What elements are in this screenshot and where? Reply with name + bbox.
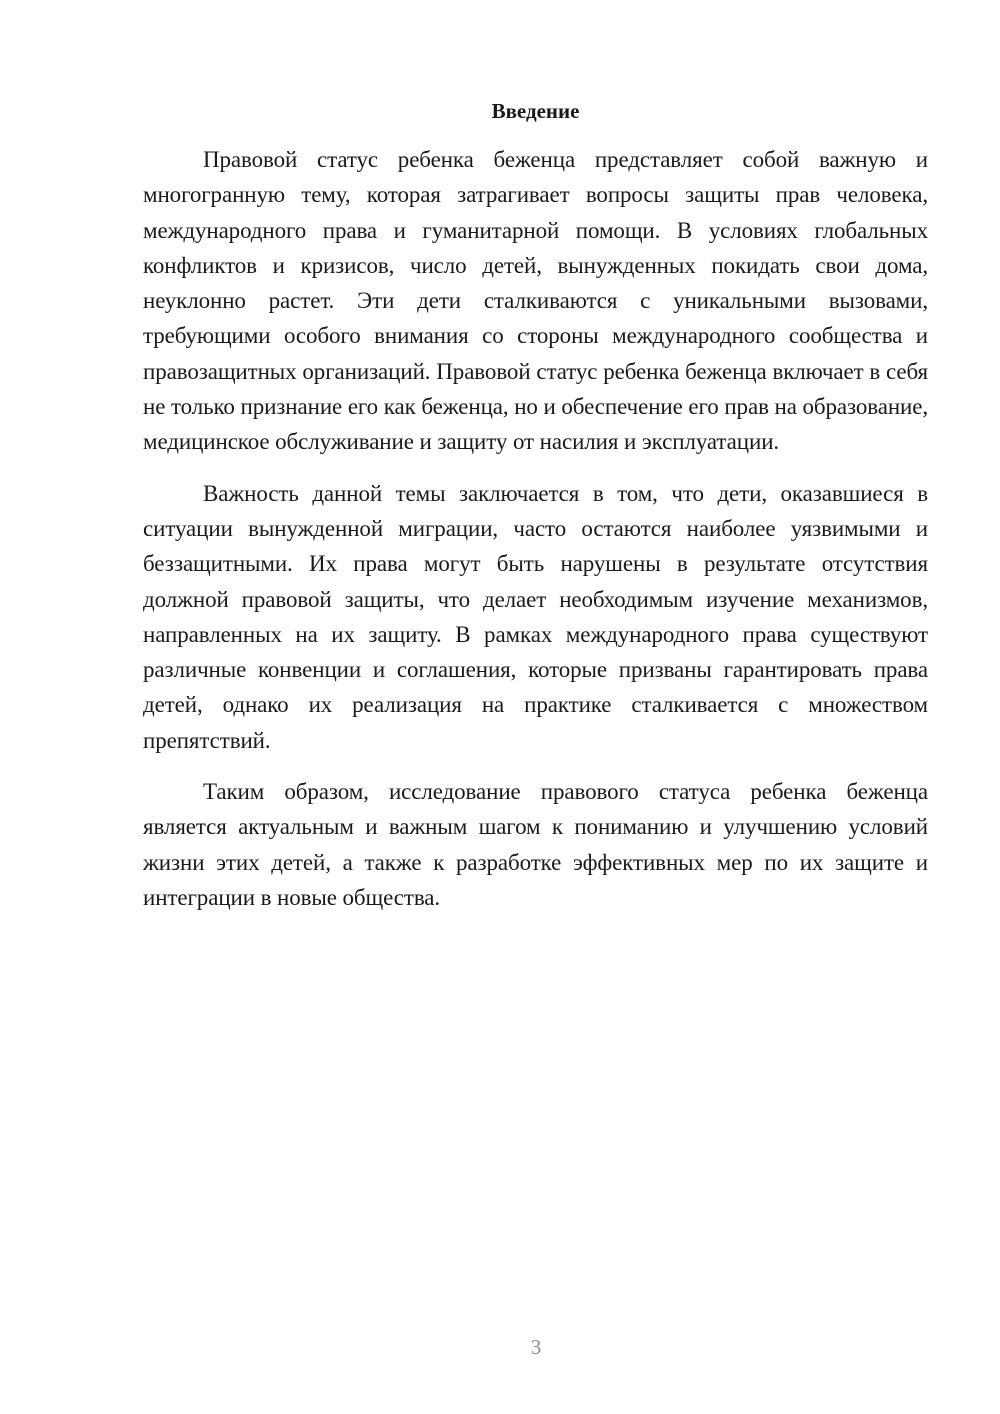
paragraph-1: Правовой статус ребенка беженца представляет собой важную и многогранную тему, которая затрагивает вопросы защиты прав человека, международного права и гуманитарной помощи. В условиях глобальных конфликтов и кризисов, число детей, вынужденных покидать свои дома, неуклонно растет. Эти дети сталкиваются с уникальными вызовами, требующими особого внимания со стороны международного сообщества и правозащитных организаций. Правовой статус ребенка беженца включает в себя не только признание его как беженца, но и обеспечение его прав на образование, медицинское обслуживание и защиту от насилия и эксплуатации. — [143, 147, 928, 455]
page-number: 3 — [530, 1335, 542, 1359]
paragraph-3: Таким образом, исследование правового статуса ребенка беженца является актуальным и важным шагом к пониманию и улучшению условий жизни этих детей, а также к разработке эффективных мер по их защите и интеграции в новые общества. — [143, 779, 928, 910]
body-text — [143, 142, 928, 931]
paragraph-2: Важность данной темы заключается в том, что дети, оказавшиеся в ситуации вынужденной миграции, часто остаются наиболее уязвимыми и беззащитными. Их права могут быть нарушены в результате отсутствия должной правовой защиты, что делает необходимым изучение механизмов, направленных на их защиту. В рамках международного права существуют различные конвенции и соглашения, которые призваны гарантировать права детей, однако их реализация на практике сталкивается с множеством препятствий. — [143, 480, 928, 753]
section-title: Введение — [491, 99, 580, 123]
